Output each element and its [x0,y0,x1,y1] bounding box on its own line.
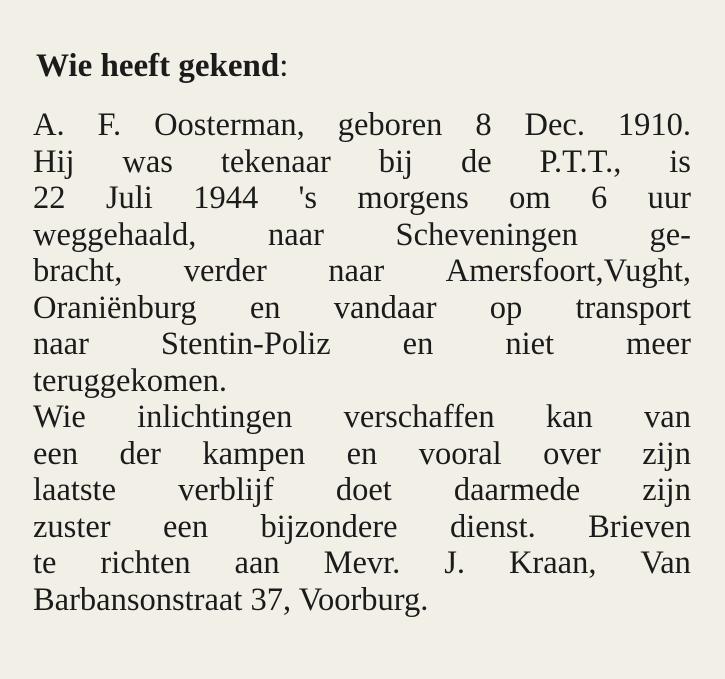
notice-word: Kraan, [508,545,597,581]
notice-word: doet [335,472,392,508]
notice-word: Voorburg. [298,581,429,618]
notice-word: op [489,289,523,326]
notice-word: Scheveningen [395,216,578,253]
notice-word: van [644,399,691,435]
notice-line [33,180,691,217]
notice-line [33,107,691,144]
notice-word: bracht, [33,253,123,289]
notice-word: richten [100,545,191,581]
notice-word: zijn [642,472,691,508]
notice-word: over [543,435,601,472]
notice-word: Brieven [588,508,691,545]
notice-line [33,253,691,290]
notice-word: dienst. [449,508,536,545]
notice-word: teruggekomen. [33,362,228,399]
notice-word: J. [444,545,466,581]
notice-word: naar [328,253,385,289]
notice-line [33,290,691,327]
notice-line [33,582,691,619]
notice-word: Oosterman, [154,107,305,143]
notice-word: morgens [357,180,469,216]
notice-word: Van [640,545,691,581]
notice-word: 8 [475,107,492,143]
notice-word: A. [33,107,65,143]
notice-word: de [460,143,492,180]
notice-word: geboren [337,107,443,143]
notice-word: 37, [250,581,292,618]
notice-word: 1910. [617,107,691,143]
notice-word: een [162,508,209,545]
notice-word: vooral [418,435,502,472]
notice-word: 1944 [193,180,259,216]
notice-heading-colon: : [279,48,289,84]
notice-word: inlichtingen [137,399,293,435]
notice-word: Dec. [524,107,585,143]
notice-word: Barbansonstraat [33,581,243,618]
notice-word: te [33,545,57,581]
notice-word: 22 [33,180,66,216]
notice-word: P.T.T., [539,143,622,180]
notice-word: Mevr. [323,545,401,581]
notice-word: Juli [105,180,153,216]
notice-body [33,107,691,618]
notice-word: kan [545,399,593,435]
notice-word: aan [234,545,280,581]
notice-word: naar [267,216,324,253]
notice-word: weggehaald, [33,216,197,253]
notice-word: verblijf [178,472,274,508]
notice-word: verschaffen [343,399,495,435]
notice-word: en [249,289,281,326]
notice-word: der [119,435,161,472]
notice-word: ge- [649,216,691,253]
notice-word: was [122,143,173,180]
notice-word: Hij [33,143,75,180]
notice-line [33,509,691,546]
notice-line [33,363,691,400]
notice-line [33,144,691,181]
notice-word: een [33,435,79,472]
notice-word: niet [505,326,555,362]
notice-heading-title: Wie heeft gekend [36,48,280,84]
notice-line [33,326,691,363]
notice-word: vandaar [333,289,437,326]
notice-word: kampen [202,435,306,472]
notice-word: bij [378,143,414,180]
notice-word: en [402,326,434,362]
notice-word: uur [647,180,691,216]
notice-word: verder [183,253,267,289]
notice-word: 's [298,180,318,216]
notice-word: daarmede [453,472,581,508]
notice-line [33,472,691,509]
notice-word: naar [33,326,89,362]
notice-line [33,217,691,254]
notice-word: laatste [33,472,117,508]
notice-word: F. [97,107,122,143]
notice-word: is [669,143,691,180]
notice-word: bijzondere [260,508,398,545]
notice-heading [36,46,288,86]
notice-word: Stentin-Poliz [160,326,331,362]
notice-word: Oraniënburg [33,289,197,326]
notice-word: om [509,180,551,216]
notice-word: zuster [33,508,111,545]
notice-word: 6 [591,180,608,216]
notice-word: zijn [642,435,691,472]
notice-word: Amersfoort,Vught, [445,253,691,289]
notice-word: transport [575,289,691,326]
notice-word: Wie [33,399,86,435]
notice-line [33,399,691,436]
notice-line [33,436,691,473]
notice-word: en [346,435,378,472]
notice-word: tekenaar [220,143,331,180]
notice-line [33,545,691,582]
notice-word: meer [626,326,691,362]
